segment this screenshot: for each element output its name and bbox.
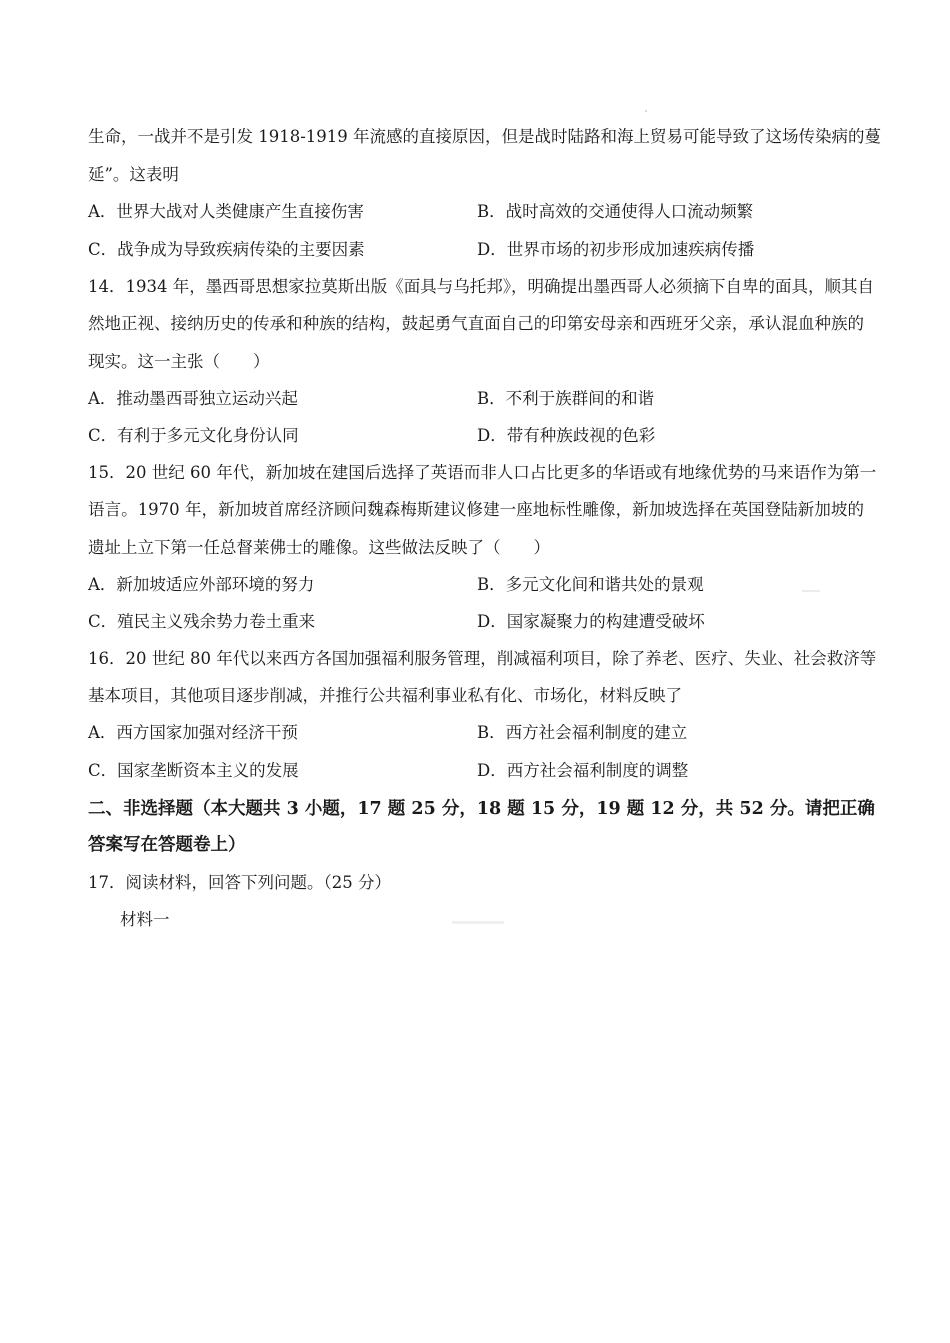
q14-option-c: C．有利于多元文化身份认同: [88, 426, 299, 445]
q13-option-b: B．战时高效的交通使得人口流动频繁: [477, 202, 754, 221]
q15-option-d: D．国家凝聚力的构建遭受破坏: [477, 612, 705, 631]
q16-option-a: A．西方国家加强对经济干预: [88, 723, 298, 742]
q15-text-line-2: 语言。1970 年，新加坡首席经济顾问魏森梅斯建议修建一座地标性雕像，新加坡选择在英国登陆新加坡的: [88, 500, 864, 519]
q15-text-line-3: 遗址上立下第一任总督莱佛士的雕像。这些做法反映了（ ）: [88, 538, 550, 557]
q13-text-line-1: 生命，一战并不是引发 1918-1919 年流感的直接原因，但是战时陆路和海上贸易可能导致了这场传染病的蔓: [88, 127, 882, 146]
q17-title: 17．阅读材料，回答下列问题。（25 分）: [88, 873, 391, 892]
q16-option-d: D．西方社会福利制度的调整: [477, 761, 689, 780]
q16-text-line-2: 基本项目，其他项目逐步削减，并推行公共福利事业私有化、市场化，材料反映了: [88, 686, 682, 705]
q14-option-a: A．推动墨西哥独立运动兴起: [88, 389, 298, 408]
q17-material-label: 材料一: [120, 910, 170, 929]
q13-text-line-2: 延”。这表明: [88, 165, 179, 184]
q15-option-a: A．新加坡适应外部环境的努力: [88, 575, 315, 594]
q13-option-d: D．世界市场的初步形成加速疾病传播: [477, 240, 755, 259]
q16-option-c: C．国家垄断资本主义的发展: [88, 761, 299, 780]
scan-speck: [645, 110, 647, 112]
q14-text-line-2: 然地正视、接纳历史的传承和种族的结构，鼓起勇气直面自己的印第安母亲和西班牙父亲，承认混血种族的: [88, 314, 864, 333]
section2-heading-line-1: 二、非选择题（本大题共 3 小题，17 题 25 分，18 题 15 分，19 题 12 分，共 52 分。请把正确: [88, 799, 875, 819]
q16-text-line-1: 16．20 世纪 80 年代以来西方各国加强福利服务管理，削减福利项目，除了养老、医疗、失业、社会救济等: [88, 649, 877, 668]
q15-option-b: B．多元文化间和谐共处的景观: [477, 575, 704, 594]
q14-option-d: D．带有种族歧视的色彩: [477, 426, 656, 445]
section2-heading-line-2: 答案写在答题卷上）: [88, 835, 246, 855]
q14-text-line-1: 14．1934 年，墨西哥思想家拉莫斯出版《面具与乌托邦》，明确提出墨西哥人必须摘下自卑的面具，顺其自: [88, 277, 874, 296]
q15-text-line-1: 15．20 世纪 60 年代，新加坡在建国后选择了英语而非人口占比更多的华语或有地缘优势的马来语作为第一: [88, 463, 877, 482]
q13-option-a: A．世界大战对人类健康产生直接伤害: [88, 202, 364, 221]
q13-option-c: C．战争成为导致疾病传染的主要因素: [88, 240, 365, 259]
q15-option-c: C．殖民主义残余势力卷土重来: [88, 612, 316, 631]
scan-speck: [802, 590, 820, 592]
q14-option-b: B．不利于族群间的和谐: [477, 389, 655, 408]
q14-text-line-3: 现实。这一主张（ ）: [88, 352, 270, 371]
q16-option-b: B．西方社会福利制度的建立: [477, 723, 688, 742]
watermark-mark: [452, 921, 504, 924]
